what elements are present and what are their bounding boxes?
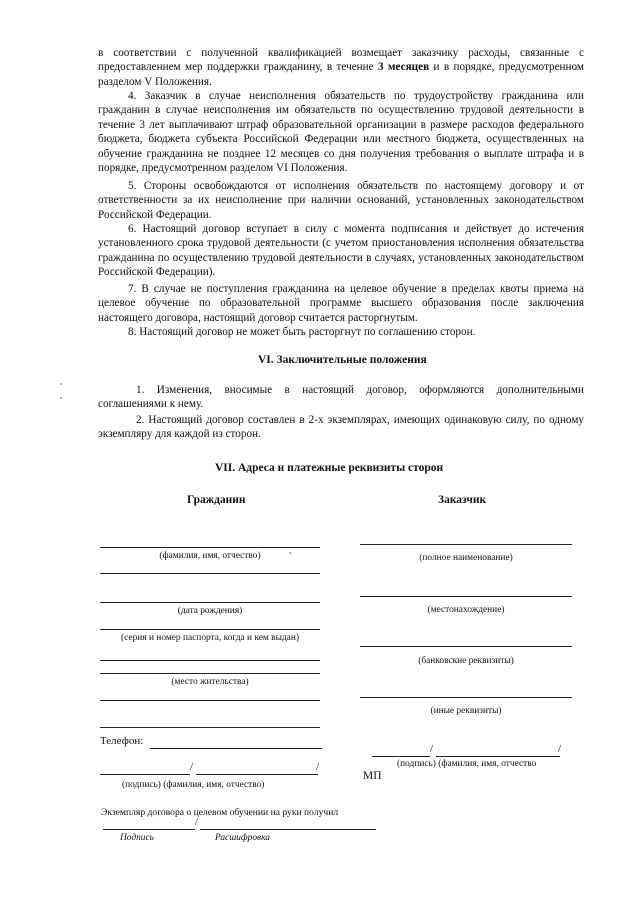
customer-bank-line — [360, 646, 572, 647]
citizen-slash: / — [190, 761, 194, 773]
citizen-name-line — [100, 547, 320, 548]
citizen-birth-line — [100, 602, 320, 603]
customer-fio-line[interactable] — [436, 756, 560, 757]
citizen-signature-line[interactable] — [100, 774, 190, 775]
paragraph-continuation-text: в соответствии с полученной квалификацией возмещает заказчику расходы, связанные с предоставлением мер поддержки гражданину, в течение 3 месяцев и в порядке, предусмотренном разделом V Положения. — [98, 47, 584, 88]
paragraph-6: 6. Настоящий договор вступает в силу с момента подписания и действует до истечения установленного срока трудовой деятельности (с учетом приостановления исполнения обязательства гражданина по осуществлению трудовой деятельности в случаях, установленных законодательством Российской Федерации). — [98, 223, 584, 279]
section-7-title: VII. Адреса и платежные реквизиты сторон — [215, 462, 444, 474]
customer-signature-line[interactable] — [372, 756, 430, 757]
citizen-passport-line — [100, 629, 320, 630]
phone-input-line[interactable] — [150, 748, 322, 749]
section-6-paragraph-1: 1. Изменения, вносимые в настоящий договор, оформляются дополнительными соглашениями к нему. — [98, 384, 584, 411]
section-6-paragraph-2: 2. Настоящий договор составлен в 2-х экземплярах, имеющих одинаковую силу, по одному экземпляру для каждой из сторон. — [98, 414, 584, 441]
citizen-residence-line-2 — [100, 700, 320, 701]
paragraph-4: 4. Заказчик в случае неисполнения обязательств по трудоустройству гражданина или гражданин в случае неисполнения им обязательств по осуществлению трудовой деятельности в течение 3 лет выплачивают штраф образовательной организации в размере расходов федерального бюджета, бюджета субъекта Российской Федерации или местного бюджета, осуществленных на обучение гражданина не позднее 12 месяцев со дня получения требования о выплате штрафа и в порядке, предусмотренном разделом VI Положения. — [98, 90, 584, 175]
customer-fullname-line — [360, 544, 572, 545]
citizen-signature-caption: (подпись) (фамилия, имя, отчество) — [122, 780, 265, 790]
receipt-signature-line[interactable] — [103, 829, 195, 830]
scan-speck — [289, 552, 291, 554]
citizen-heading: Гражданин — [187, 494, 246, 506]
emphasis-term: 3 месяцев — [377, 61, 430, 74]
customer-other-line — [360, 697, 572, 698]
receipt-sign-label: Подпись — [120, 833, 154, 843]
customer-slash-end: / — [558, 743, 562, 755]
customer-signature-caption: (подпись) (фамилия, имя, отчество — [397, 759, 537, 769]
customer-heading: Заказчик — [438, 494, 487, 506]
stamp-label: МП — [363, 770, 382, 782]
citizen-passport-caption: (серия и номер паспорта, когда и кем выдан) — [121, 633, 299, 643]
citizen-birth-caption: (дата рождения) — [177, 606, 243, 616]
receipt-text: Экземпляр договора о целевом обучении на руки получил — [101, 807, 339, 818]
paragraph-5: 5. Стороны освобождаются от исполнения обязательств по настоящему договору и от ответственности за их неисполнение при наличии оснований, установленных законодательством Российской Федерации. — [98, 180, 584, 221]
citizen-residence-line — [100, 673, 320, 674]
citizen-residence-caption: (место жительства) — [171, 677, 249, 687]
customer-bank-caption: (банковские реквизиты) — [418, 656, 514, 666]
citizen-name-line-2 — [100, 573, 320, 574]
customer-slash: / — [430, 743, 434, 755]
paragraph-8: 8. Настоящий договор не может быть расторгнут по соглашению сторон. — [128, 326, 476, 338]
paragraph-continuation — [98, 46, 584, 89]
customer-fullname-caption: (полное наименование) — [419, 553, 513, 563]
citizen-passport-line-2 — [100, 660, 320, 661]
customer-location-caption: (местонахождение) — [427, 605, 505, 615]
section-6-title: VI. Заключительные положения — [258, 354, 427, 366]
customer-location-line — [360, 596, 572, 597]
paragraph-7: 7. В случае не поступления гражданина на целевое обучение в пределах квоты приема на целевое обучение по образовательной программе высшего образования после заключения настоящего договора, настоящий договор считается расторгнутым. — [98, 283, 584, 324]
receipt-decode-line[interactable] — [200, 829, 376, 830]
receipt-decode-label: Расшифровка — [215, 833, 270, 843]
receipt-slash: / — [195, 816, 199, 828]
phone-label: Телефон: — [100, 735, 144, 747]
citizen-name-caption: (фамилия, имя, отчество) — [159, 551, 261, 561]
scan-speck — [60, 383, 62, 385]
scan-speck — [60, 397, 62, 399]
customer-other-caption: (иные реквизиты) — [430, 706, 502, 716]
citizen-residence-line-3 — [100, 727, 320, 728]
citizen-slash-end: / — [316, 761, 320, 773]
citizen-fio-line[interactable] — [196, 774, 318, 775]
